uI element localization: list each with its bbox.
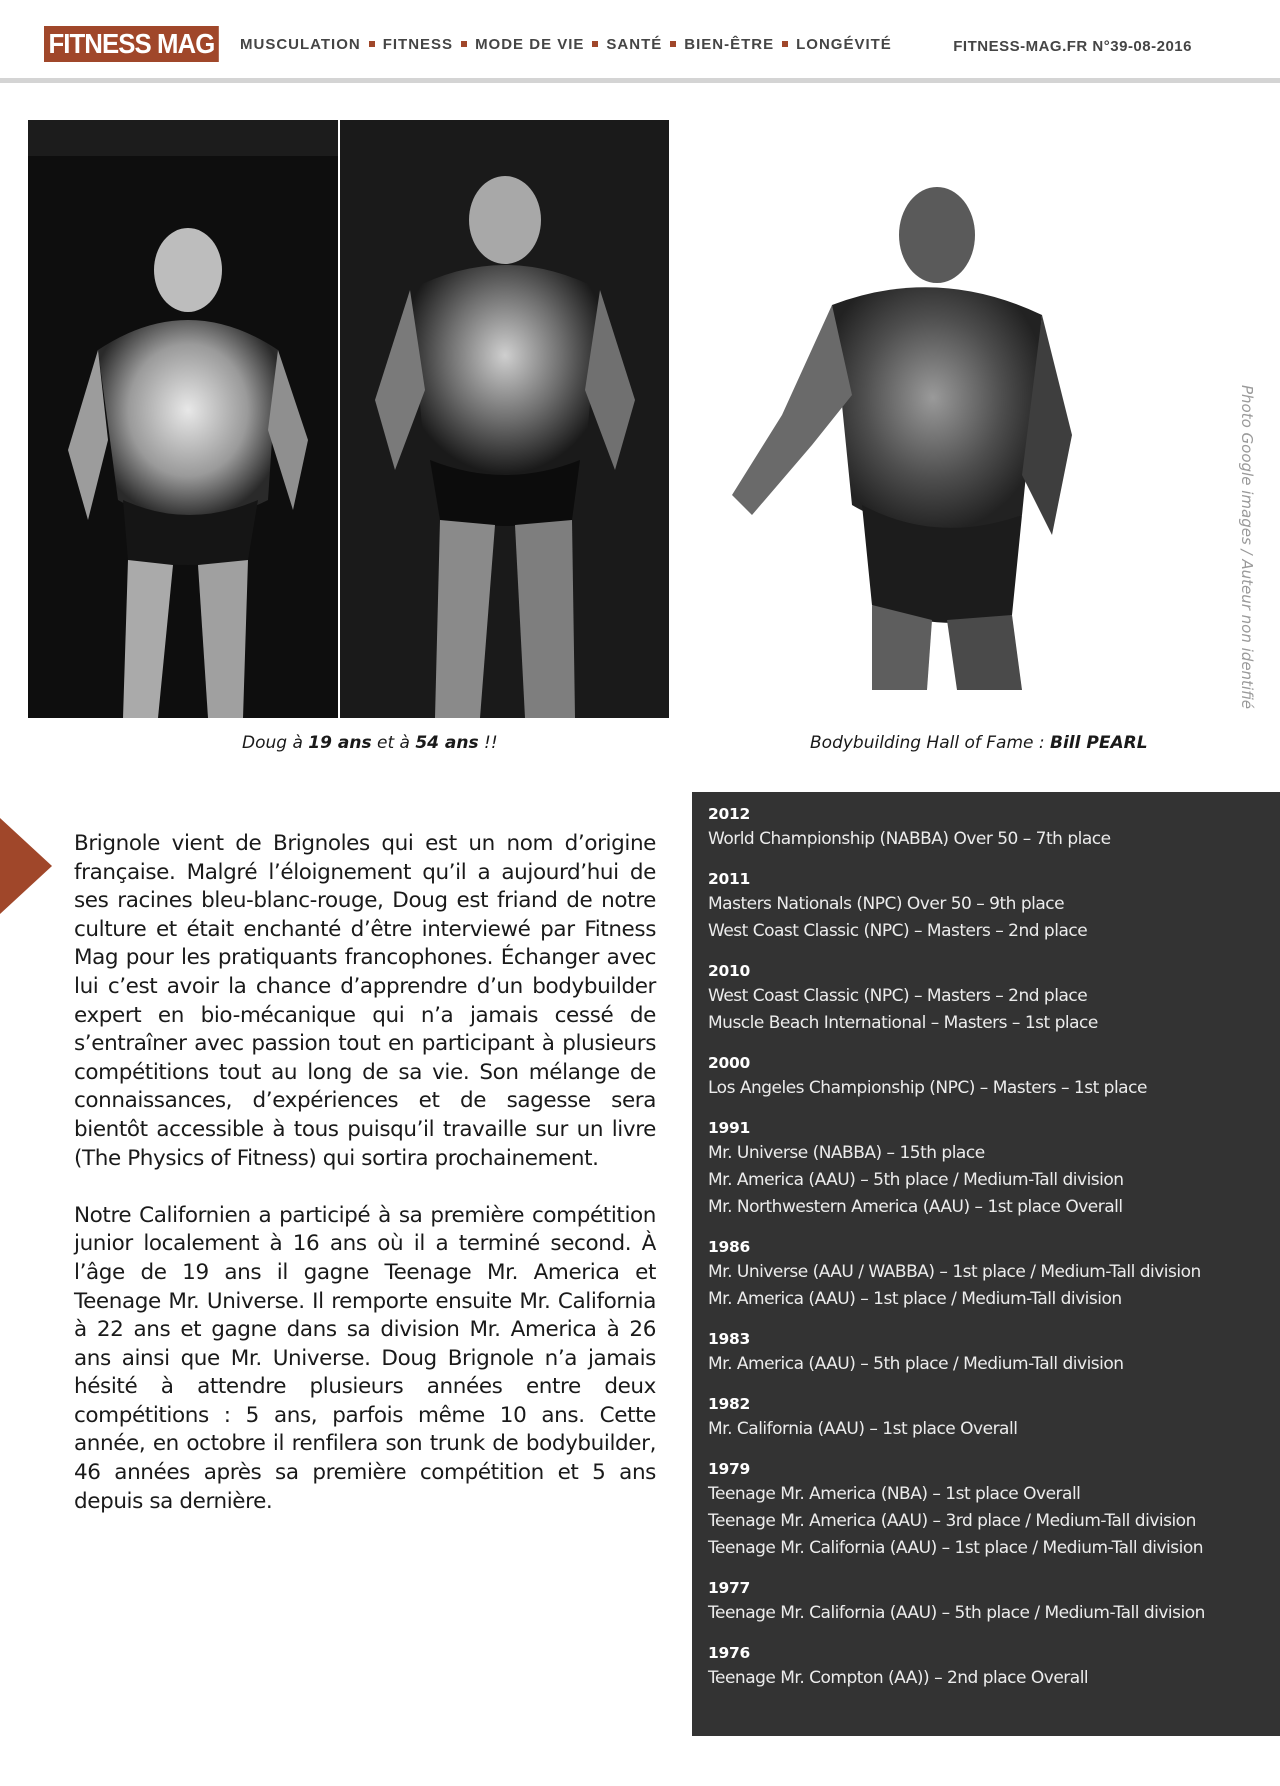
- results-entry: Teenage Mr. America (NBA) – 1st place Overall: [708, 1484, 1081, 1504]
- section-arrow-icon: [0, 818, 52, 914]
- results-entry: Teenage Mr. Compton (AA)) – 2nd place Overall: [708, 1668, 1089, 1688]
- photo-bill-pearl: [722, 175, 1090, 690]
- results-year-group: [708, 1392, 1280, 1443]
- nav-item-sante[interactable]: SANTÉ: [606, 36, 663, 53]
- header-divider: [0, 78, 1280, 83]
- results-entry: West Coast Classic (NPC) – Masters – 2nd place: [708, 986, 1088, 1006]
- results-entry: Teenage Mr. California (AAU) – 5th place / Medium-Tall division: [708, 1603, 1205, 1623]
- results-year: 1977: [708, 1579, 750, 1597]
- article-paragraph-2: Notre Californien a participé à sa première compétition junior localement à 16 ans où il a terminé second. À l’âge de 19 ans il gagne Teenage Mr. America et Teenage Mr. Universe. Il remporte ensuite Mr. California à 22 ans et gagne dans sa division Mr. America à 26 ans ainsi que Mr. Universe. Doug Brignole n’a jamais hésité à attendre plusieurs années entre deux compétitions : 5 ans, parfois même 10 ans. Cette année, en octobre il renfilera son trunk de bodybuilder, 46 années après sa première compétition et 5 ans depuis sa dernière.: [74, 1202, 656, 1514]
- nav-item-musculation[interactable]: MUSCULATION: [240, 36, 361, 53]
- photo-doug-19: [28, 120, 338, 718]
- results-entry: West Coast Classic (NPC) – Masters – 2nd place: [708, 921, 1088, 941]
- results-entry: Mr. Universe (AAU / WABBA) – 1st place / Medium-Tall division: [708, 1262, 1201, 1282]
- nav-item-fitness[interactable]: FITNESS: [382, 36, 454, 53]
- results-year-group: [708, 1051, 1280, 1102]
- results-year-group: [708, 1457, 1280, 1562]
- results-year: 2010: [708, 962, 750, 980]
- results-year-group: [708, 1641, 1280, 1692]
- nav-separator: [369, 41, 375, 47]
- nav-item-longevite[interactable]: LONGÉVITÉ: [796, 36, 892, 53]
- results-entry: Mr. America (AAU) – 1st place / Medium-Tall division: [708, 1289, 1122, 1309]
- masthead: [0, 0, 1280, 80]
- issue-number: FITNESS-MAG.FR N°39-08-2016: [953, 38, 1192, 55]
- results-year: 1983: [708, 1330, 750, 1348]
- nav-separator: [782, 41, 788, 47]
- nav-item-mode-de-vie[interactable]: MODE DE VIE: [475, 36, 585, 53]
- nav-item-bien-etre[interactable]: BIEN-ÊTRE: [684, 36, 775, 53]
- results-year: 1979: [708, 1460, 750, 1478]
- results-year: 1982: [708, 1395, 750, 1413]
- results-year-group: [708, 1327, 1280, 1378]
- results-entry: Mr. California (AAU) – 1st place Overall: [708, 1419, 1018, 1439]
- results-year-group: [708, 802, 1280, 853]
- results-entry: Mr. America (AAU) – 5th place / Medium-Tall division: [708, 1354, 1124, 1374]
- magazine-logo[interactable]: FITNESS MAG: [44, 26, 219, 62]
- results-entry: Masters Nationals (NPC) Over 50 – 9th place: [708, 894, 1065, 914]
- results-year: 2012: [708, 805, 750, 823]
- photo-doug-54: [340, 120, 669, 718]
- results-year: 1986: [708, 1238, 750, 1256]
- results-year-group: [708, 1576, 1280, 1627]
- article-body: [74, 830, 656, 1516]
- results-entry: Mr. America (AAU) – 5th place / Medium-Tall division: [708, 1170, 1124, 1190]
- nav-separator: [461, 41, 467, 47]
- results-year: 2011: [708, 870, 750, 888]
- results-entry: Teenage Mr. America (AAU) – 3rd place / Medium-Tall division: [708, 1511, 1196, 1531]
- results-year-group: [708, 867, 1280, 945]
- results-year: 2000: [708, 1054, 750, 1072]
- photo-credit: Photo Google images / Auteur non identifié: [1238, 385, 1256, 710]
- photo-caption-doug: Doug à 19 ans et à 54 ans !!: [242, 733, 498, 753]
- nav-separator: [592, 41, 598, 47]
- section-nav: [240, 36, 892, 53]
- results-year: 1991: [708, 1119, 750, 1137]
- results-year-group: [708, 1235, 1280, 1313]
- competition-results-panel: [692, 792, 1280, 1736]
- results-entry: World Championship (NABBA) Over 50 – 7th place: [708, 829, 1111, 849]
- results-entry: Muscle Beach International – Masters – 1st place: [708, 1013, 1098, 1033]
- article-paragraph-1: Brignole vient de Brignoles qui est un nom d’origine française. Malgré l’éloignement qu’il a aujourd’hui de ses racines bleu-blanc-rouge, Doug est friand de notre culture et était enchanté d’être interviewé par Fitness Mag pour les pratiquants francophones. Échanger avec lui c’est avoir la chance d’apprendre d’un bodybuilder expert en bio-mécanique qui n’a jamais cessé de s’entraîner avec passion tout en participant à plusieurs compétitions tout au long de sa vie. Son mélange de connaissances, d’expériences et de sagesse sera bientôt accessible à tous puisqu’il travaille sur un livre (The Physics of Fitness) qui sortira prochainement.: [74, 831, 656, 1171]
- nav-separator: [670, 41, 676, 47]
- results-entry: Mr. Universe (NABBA) – 15th place: [708, 1143, 985, 1163]
- results-entry: Los Angeles Championship (NPC) – Masters – 1st place: [708, 1078, 1147, 1098]
- results-year-group: [708, 959, 1280, 1037]
- photo-caption-bill-pearl: Bodybuilding Hall of Fame : Bill PEARL: [810, 733, 1148, 753]
- results-year-group: [708, 1116, 1280, 1221]
- results-entry: Teenage Mr. California (AAU) – 1st place / Medium-Tall division: [708, 1538, 1203, 1558]
- results-entry: Mr. Northwestern America (AAU) – 1st place Overall: [708, 1197, 1123, 1217]
- results-year: 1976: [708, 1644, 750, 1662]
